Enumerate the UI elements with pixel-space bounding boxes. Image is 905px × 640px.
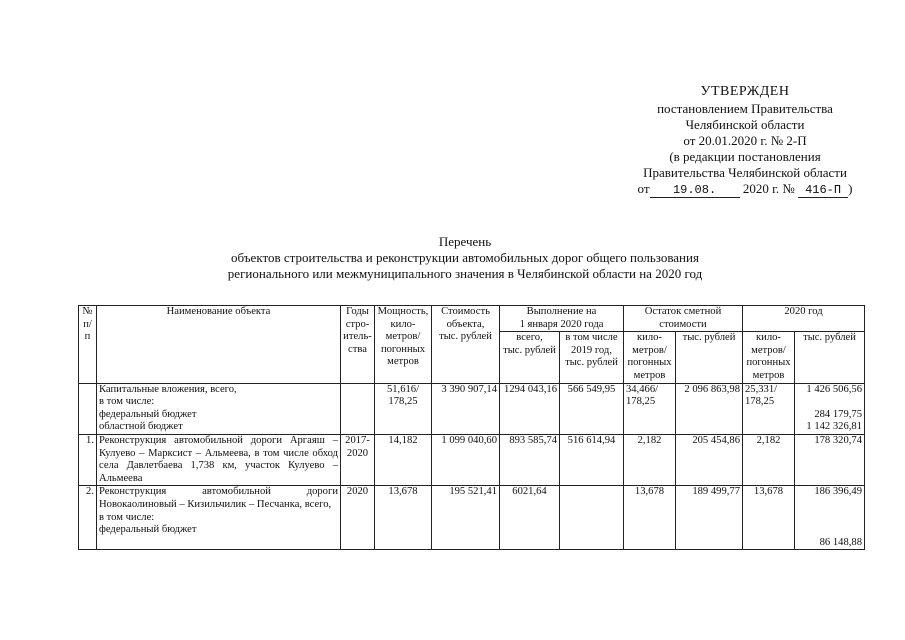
amendment-close: ) [848,181,853,196]
cell-capacity: 13,678 [375,486,432,550]
cell-capacity: 14,182 [375,434,432,485]
cell-cost: 1 099 040,60 [432,434,500,485]
header-capacity: Мощность, кило- метров/ погонных метров [375,306,432,384]
cell-name: Реконструкция автомобильной дороги Аргаяш – Кулуево – Марксист – Альмеева, в том числе обход села Давлетбаева 1,738 км, участок Кулуево – Альмеева [97,434,341,485]
cell-num [79,383,97,434]
header-done: Выполнение на 1 января 2020 года [500,306,624,332]
header-years: Годы стро- итель- ства [341,306,375,384]
cell-done-2019: 566 549,95 [560,383,624,434]
objects-table [78,305,865,550]
cell-done-total: 893 585,74 [500,434,560,485]
cell-2020-km: 13,678 [743,486,795,550]
cell-remain-km: 13,678 [624,486,676,550]
header-remain-rub: тыс. рублей [676,332,743,383]
cell-years: 2017- 2020 [341,434,375,485]
cell-2020-rub: 1 426 506,56 284 179,75 1 142 326,81 [795,383,865,434]
cell-remain-rub: 2 096 863,98 [676,383,743,434]
approval-block [560,84,905,198]
cell-years: 2020 [341,486,375,550]
header-remain: Остаток сметной стоимости [624,306,743,332]
cell-num: 2. [79,486,97,550]
approval-line-1: постановлением Правительства [657,101,833,116]
approval-line-3: от 20.01.2020 г. № 2-П [683,133,807,148]
cell-cost: 3 390 907,14 [432,383,500,434]
approval-amendment-line [560,181,905,198]
cell-cost: 195 521,41 [432,486,500,550]
header-num: № п/п [79,306,97,384]
list-title-line-3: регионального или межмуниципального значения в Челябинской области на 2020 год [227,266,703,281]
amendment-year: 2020 г. № [742,181,795,196]
header-cost: Стоимость объекта, тыс. рублей [432,306,500,384]
header-year-2020: 2020 год [743,306,865,332]
cell-name: Капитальные вложения, всего, в том числе: федеральный бюджет областной бюджет [97,383,341,434]
cell-2020-km: 2,182 [743,434,795,485]
approval-line-4: (в редакции постановления [669,149,821,164]
cell-done-2019: 516 614,94 [560,434,624,485]
cell-done-total: 6021,64 [500,486,560,550]
cell-remain-rub: 189 499,77 [676,486,743,550]
cell-years [341,383,375,434]
amendment-date: 19.08. [650,184,740,198]
header-row-1 [79,306,865,332]
approval-heading: УТВЕРЖДЕН [700,84,790,99]
cell-capacity: 51,616/ 178,25 [375,383,432,434]
table-row [79,486,865,550]
cell-2020-km: 25,331/ 178,25 [743,383,795,434]
amendment-number: 416-П [798,184,848,198]
list-title-line-2: объектов строительства и реконструкции автомобильных дорог общего пользования [231,250,699,265]
table-row [79,383,865,434]
cell-2020-rub: 178 320,74 [795,434,865,485]
list-title [100,234,830,282]
amendment-from: от [637,181,650,196]
cell-remain-rub: 205 454,86 [676,434,743,485]
cell-num: 1. [79,434,97,485]
header-name: Наименование объекта [97,306,341,384]
cell-2020-rub: 186 396,49 86 148,88 [795,486,865,550]
cell-remain-km: 34,466/ 178,25 [624,383,676,434]
header-2020-rub: тыс. рублей [795,332,865,383]
header-done-2019: в том числе 2019 год, тыс. рублей [560,332,624,383]
approval-line-5: Правительства Челябинской области [643,165,847,180]
header-remain-km: кило- метров/ погонных метров [624,332,676,383]
header-2020-km: кило- метров/ погонных метров [743,332,795,383]
list-title-line-1: Перечень [438,234,492,249]
header-done-total: всего, тыс. рублей [500,332,560,383]
approval-line-2: Челябинской области [685,117,805,132]
cell-name: Реконструкция автомобильной дороги Новокаолиновый – Кизильчилик – Песчанка, всего, в том числе: федеральный бюджет [97,486,341,550]
cell-remain-km: 2,182 [624,434,676,485]
table-row [79,434,865,485]
cell-done-total: 1294 043,16 [500,383,560,434]
cell-done-2019 [560,486,624,550]
